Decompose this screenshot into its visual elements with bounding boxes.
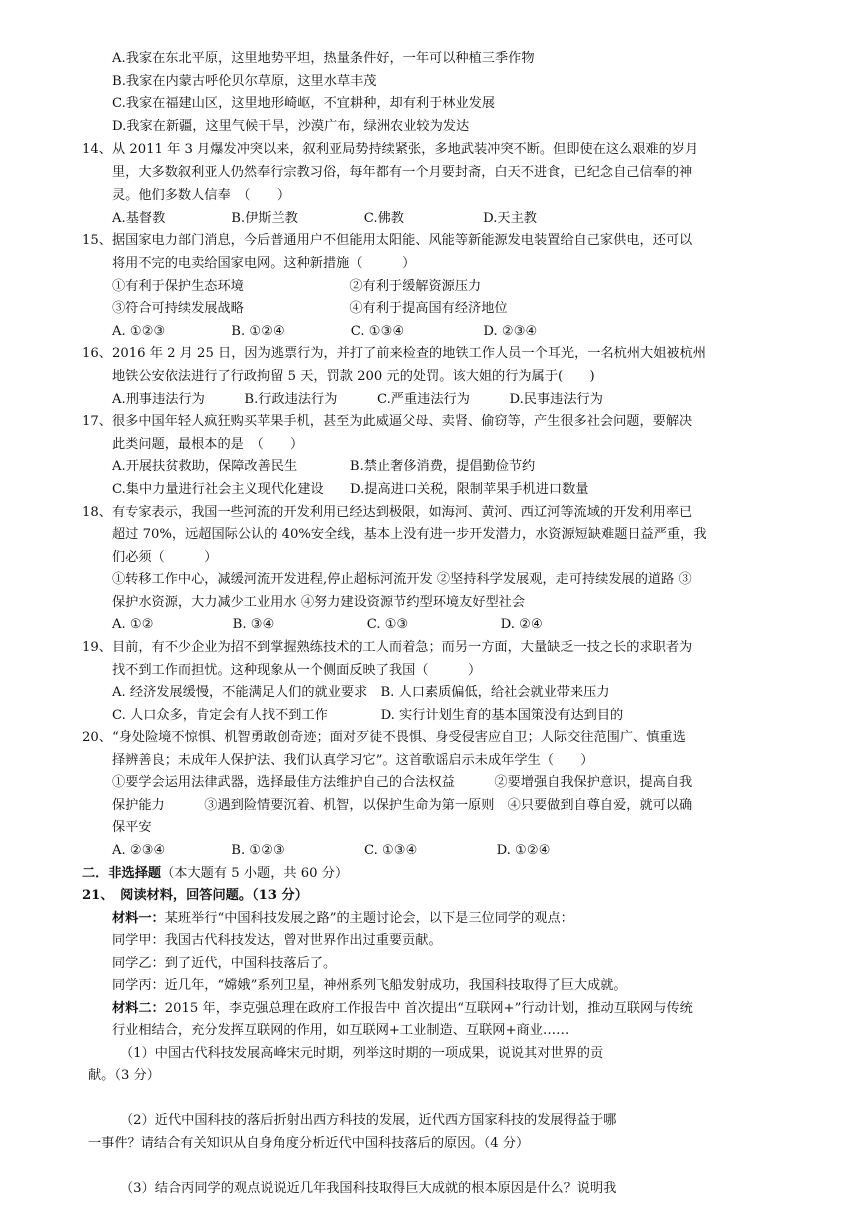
- text-line: 18、有专家表示，我国一些河流的开发利用已经达到极限，如海河、黄河、西辽河等流域的开发利用率已: [82, 505, 693, 520]
- text-line: 16、2016 年 2 月 25 日，因为逃票行为，并打了前来检查的地铁工作人员一个耳光，一名杭州大姐被杭州: [82, 346, 706, 361]
- text-line: 将用不完的电卖给国家电网。这种新措施（ ）: [112, 256, 416, 271]
- text-line: ①要学会运用法律武器，选择最佳方法维护自己的合法权益 ②要增强自我保护意识，提高自我: [112, 775, 693, 790]
- text-line: （1）中国古代科技发展高峰宋元时期，列举这时期的一项成果，说说其对世界的贡: [120, 1046, 604, 1061]
- text-line: 超过 70%，远超国际公认的 40%安全线，基本上没有进一步开发潜力，水资源短缺难题日益严重，我: [112, 527, 707, 542]
- text-line-rest: 2015 年，李克强总理在政府工作报告中 首次提出“互联网+”行动计划，推动互联网与传统: [164, 1001, 693, 1016]
- text-line: D.我家在新疆，这里气候干旱，沙漠广布，绿洲农业较为发达: [112, 119, 470, 134]
- text-line: 保平安: [112, 820, 152, 835]
- text-line: [112, 998, 693, 1020]
- text-line: [82, 863, 348, 885]
- text-line: 同学甲：我国古代科技发达，曾对世界作出过重要贡献。: [112, 933, 442, 948]
- text-line: 行业相结合，充分发挥互联网的作用，如互联网+工业制造、互联网+商业……: [112, 1023, 570, 1038]
- text-line: C.我家在福建山区，这里地形崎岖，不宜耕种，却有利于林业发展: [112, 96, 496, 111]
- text-line: C.集中力量进行社会主义现代化建设 D.提高进口关税，限制苹果手机进口数量: [112, 482, 589, 497]
- text-line: A.基督教 B.伊斯兰教 C.佛教 D.天主教: [112, 211, 537, 226]
- text-line: A.我家在东北平原，这里地势平坦，热量条件好，一年可以种植三季作物: [112, 51, 535, 66]
- text-line: （3）结合丙同学的观点说说近几年我国科技取得巨大成就的根本原因是什么？说明我: [120, 1181, 617, 1196]
- text-line: A.刑事违法行为 B.行政违法行为 C.严重违法行为 D.民事违法行为: [112, 392, 603, 407]
- text-line: 15、据国家电力部门消息，今后普通用户不但能用太阳能、风能等新能源发电装置给自己家供电，还可以: [82, 233, 693, 248]
- text-line: 们必须（ ）: [112, 550, 218, 565]
- text-line: 此类问题，最根本的是 （ ）: [112, 437, 304, 452]
- text-line: A. ①②③ B. ①②④ C. ①③④ D. ②③④: [112, 324, 538, 339]
- text-line: 地铁公安依法进行了行政拘留 5 天，罚款 200 元的处罚。该大姐的行为属于( ): [112, 369, 595, 384]
- text-line: 同学丙：近几年，“嫦娥”系列卫星，神州系列飞船发射成功，我国科技取得了巨大成就。: [112, 978, 627, 993]
- text-line: ①有利于保护生态环境 ②有利于缓解资源压力: [112, 279, 482, 294]
- text-line-bold-part: 二．非选择题: [82, 866, 162, 881]
- text-line: 灵。他们多数人信奉 （ ）: [112, 188, 291, 203]
- text-line: A. ②③④ B. ①②③ C. ①③④ D. ①②④: [112, 843, 551, 858]
- text-line-rest: 某班举行“中国科技发展之路”的主题讨论会，以下是三位同学的观点：: [164, 911, 574, 926]
- text-line: C. 人口众多，肯定会有人找不到工作 D. 实行计划生育的基本国策没有达到目的: [112, 708, 624, 723]
- text-line-bold-part: 材料二：: [112, 1001, 165, 1016]
- text-line: 保护能力 ③遇到险情要沉着、机智，以保护生命为第一原则 ④只要做到自尊自爱，就可以确: [112, 798, 693, 813]
- text-line-rest: （本大题有 5 小题，共 60 分）: [161, 866, 349, 881]
- text-line: 里，大多数叙利亚人仍然奉行宗教习俗，每年都有一个月要封斋，白天不进食，已纪念自己信奉的神: [112, 165, 693, 180]
- text-line: A.开展扶贫救助，保障改善民生 B.禁止奢侈消费，提倡勤俭节约: [112, 459, 536, 474]
- text-line: 14、从 2011 年 3 月爆发冲突以来，叙利亚局势持续紧张，多地武装冲突不断。但即使在这么艰难的岁月: [82, 142, 699, 157]
- text-line: [112, 908, 574, 930]
- text-line: 找不到工作而担忧。这种现象从一个侧面反映了我国（ ）: [112, 663, 482, 678]
- text-line: 择辨善良；未成年人保护法、我们认真学习它”。这首歌谣启示未成年学生（ ）: [112, 753, 594, 768]
- text-line: 献。（3 分）: [88, 1068, 160, 1083]
- text-line: ③符合可持续发展战略 ④有利于提高国有经济地位: [112, 301, 508, 316]
- text-line: 17、很多中国年轻人疯狂购买苹果手机，甚至为此威逼父母、卖肾、偷窃等，产生很多社会问题，要解决: [82, 414, 693, 429]
- text-line: 19、目前，有不少企业为招不到掌握熟练技术的工人而着急；而另一方面，大量缺乏一技之长的求职者为: [82, 640, 693, 655]
- text-line: A. ①② B. ③④ C. ①③ D. ②④: [112, 617, 543, 632]
- text-line: ①转移工作中心，减缓河流开发进程,停止超标河流开发 ②坚持科学发展观，走可持续发展的道路 ③: [112, 572, 692, 587]
- text-line: B.我家在内蒙古呼伦贝尔草原，这里水草丰茂: [112, 74, 377, 89]
- text-line: 同学乙：到了近代，中国科技落后了。: [112, 956, 337, 971]
- text-line: A. 经济发展缓慢，不能满足人们的就业要求 B. 人口素质偏低，给社会就业带来压力: [112, 685, 610, 700]
- text-line: 21、 阅读材料，回答问题。（13 分）: [82, 888, 308, 903]
- text-line: 20、“身处险境不惊惧、机智勇敢创奇迹；面对歹徒不畏惧、身受侵害应自卫；人际交往范围广、慎重选: [82, 730, 686, 745]
- text-line: 一事件？请结合有关知识从自身角度分析近代中国科技落后的原因。（4 分）: [88, 1136, 530, 1151]
- text-line: （2）近代中国科技的落后折射出西方科技的发展，近代西方国家科技的发展得益于哪: [120, 1113, 617, 1128]
- text-line: 保护水资源，大力减少工业用水 ④努力建设资源节约型环境友好型社会: [112, 595, 526, 610]
- text-line-bold-part: 材料一：: [112, 911, 165, 926]
